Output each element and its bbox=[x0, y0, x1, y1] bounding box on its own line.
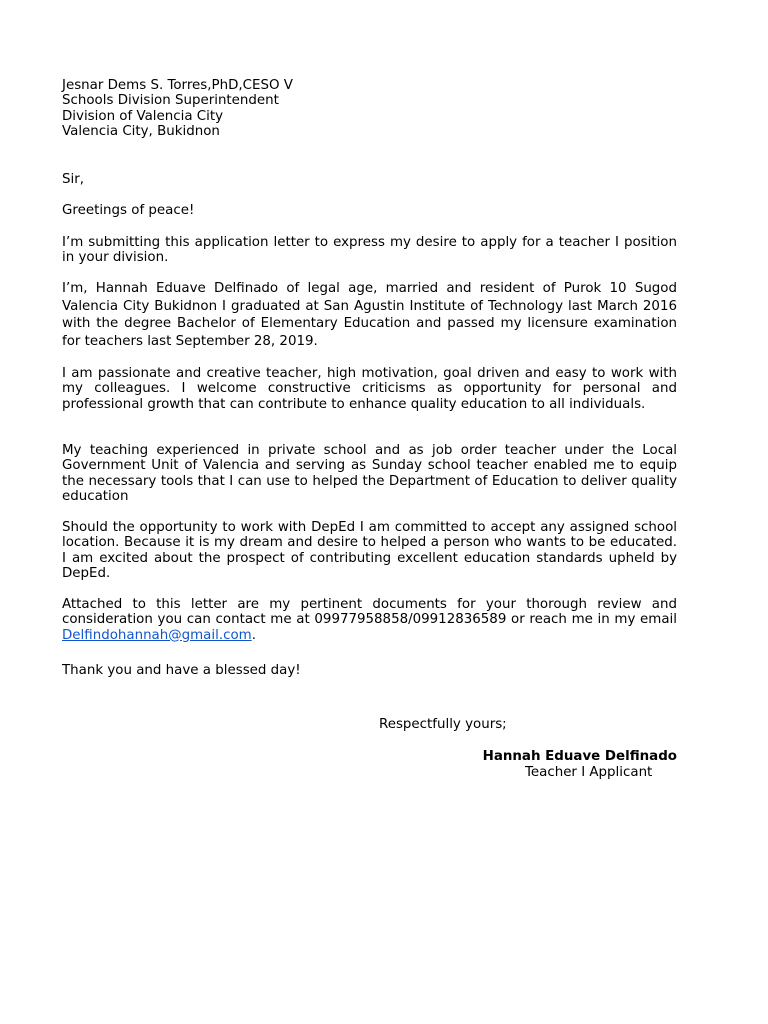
recipient-name: Jesnar Dems S. Torres,PhD,CESO V bbox=[62, 78, 293, 93]
closing: Respectfully yours; bbox=[379, 717, 507, 732]
signature-title: Teacher I Applicant bbox=[525, 765, 653, 780]
email-link[interactable]: Delfindohannah@gmail.com bbox=[62, 627, 252, 643]
paragraph-experience: My teaching experienced in private school and as job order teacher under the Local Government Unit of Valencia and serving as Sunday school teacher enabled me to equip the necessary tools that I can use to helped the Department of Education to deliver quality education bbox=[62, 443, 677, 504]
paragraph-background: I’m, Hannah Eduave Delfinado of legal age, married and resident of Purok 10 Sugod Valencia City Bukidnon I graduated at San Agustin Institute of Technology last March 2016 with the degree Bachelor of Elementary Education and passed my licensure examination for teachers last September 28, 2019. bbox=[62, 281, 677, 349]
recipient-address: Valencia City, Bukidnon bbox=[62, 123, 220, 139]
contact-suffix: . bbox=[251, 627, 256, 643]
recipient-block bbox=[62, 78, 682, 139]
paragraph-qualities: I am passionate and creative teacher, high motivation, goal driven and easy to work with my colleagues. I welcome constructive criticisms as opportunity for personal and professional growth that can contribute to enhance quality education to all individuals. bbox=[62, 366, 677, 412]
salutation: Sir, bbox=[62, 172, 84, 187]
paragraph-commitment: Should the opportunity to work with DepEd I am committed to accept any assigned school location. Because it is my dream and desire to helped a person who wants to be educated. I am excited about the prospect of contributing excellent education standards upheld by DepEd. bbox=[62, 520, 677, 581]
paragraph-thanks: Thank you and have a blessed day! bbox=[62, 663, 301, 678]
paragraph-contact bbox=[62, 597, 677, 643]
contact-text: Attached to this letter are my pertinent documents for your thorough review and consideration you can contact me at 09977958858/09912836589 or reach me in my email bbox=[62, 597, 677, 628]
greeting: Greetings of peace! bbox=[62, 203, 195, 218]
recipient-office: Division of Valencia City bbox=[62, 108, 224, 124]
signature-name: Hannah Eduave Delfinado bbox=[482, 749, 677, 764]
recipient-position: Schools Division Superintendent bbox=[62, 93, 279, 109]
paragraph-intro: I’m submitting this application letter to express my desire to apply for a teacher I position in your division. bbox=[62, 235, 677, 266]
